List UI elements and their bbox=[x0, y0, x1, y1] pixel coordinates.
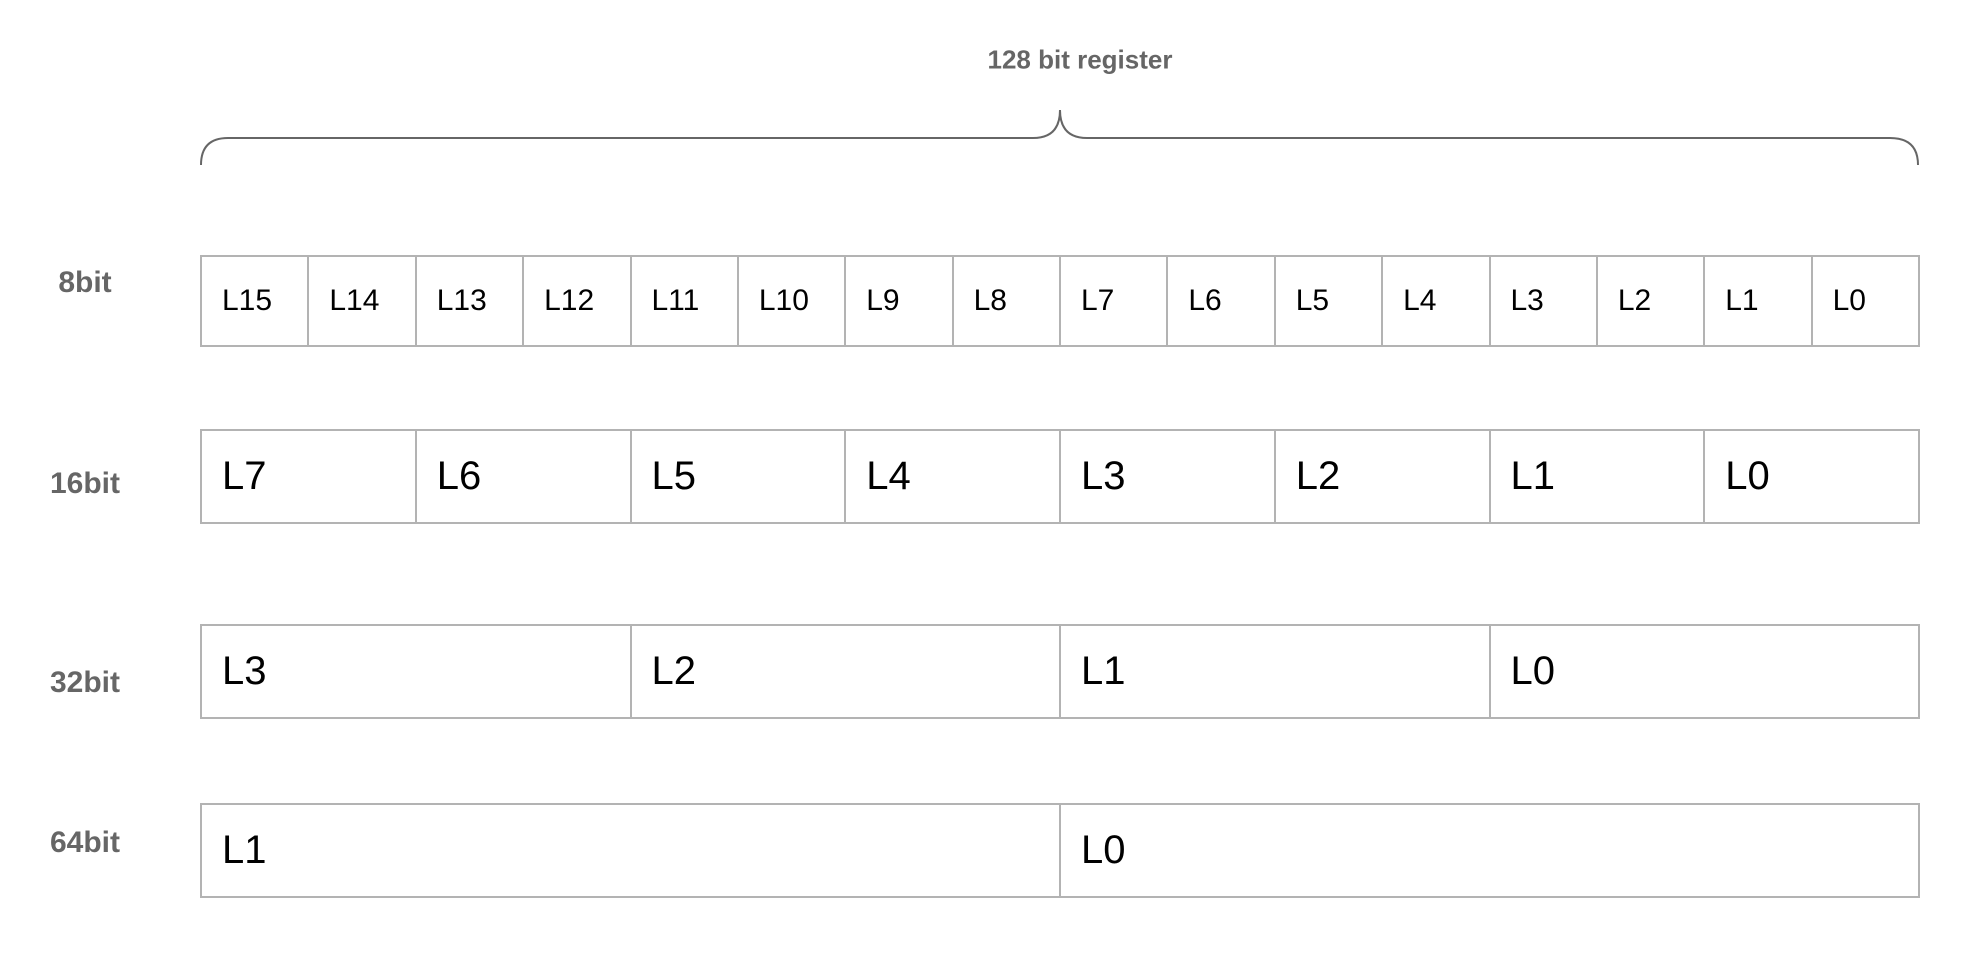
lane-cell: L6 bbox=[1166, 257, 1273, 345]
lane-cell: L9 bbox=[844, 257, 951, 345]
lane-cell: L1 bbox=[222, 828, 267, 872]
lane-cell: L2 bbox=[630, 626, 1060, 717]
lane-cell: L6 bbox=[415, 431, 630, 522]
register-brace bbox=[0, 0, 1984, 200]
lane-cell: L1 bbox=[1489, 431, 1704, 522]
lane-cell: L2 bbox=[1274, 431, 1489, 522]
lane-cell: L0 bbox=[1811, 257, 1918, 345]
lane-cell: L13 bbox=[415, 257, 522, 345]
lane-cell: L0 bbox=[1059, 805, 1918, 896]
lane-cell: L0 bbox=[1703, 431, 1918, 522]
lane-cell: L7 bbox=[1059, 257, 1166, 345]
lane-cell: L12 bbox=[522, 257, 629, 345]
lane-row-32bit bbox=[200, 624, 1920, 719]
row-label-32bit: 32bit bbox=[49, 666, 121, 699]
lane-cell: L2 bbox=[1596, 257, 1703, 345]
row-label-16bit: 16bit bbox=[49, 467, 121, 500]
lane-cell: L11 bbox=[630, 257, 737, 345]
lane-cell: L1 bbox=[1703, 257, 1810, 345]
lane-cell: L10 bbox=[737, 257, 844, 345]
lane-cell: L4 bbox=[1381, 257, 1488, 345]
lane-cell: L15 bbox=[222, 284, 273, 317]
lane-cell: L4 bbox=[844, 431, 1059, 522]
lane-cell: L0 bbox=[1489, 626, 1919, 717]
row-label-64bit: 64bit bbox=[49, 826, 121, 859]
lane-cell: L8 bbox=[952, 257, 1059, 345]
lane-cell: L1 bbox=[1059, 626, 1489, 717]
lane-row-8bit bbox=[200, 255, 1920, 347]
lane-cell: L5 bbox=[630, 431, 845, 522]
lane-cell: L14 bbox=[307, 257, 414, 345]
diagram-title: 128 bit register bbox=[987, 44, 1173, 75]
lane-cell: L3 bbox=[1489, 257, 1596, 345]
lane-cell: L3 bbox=[1059, 431, 1274, 522]
lane-row-16bit bbox=[200, 429, 1920, 524]
lane-cell: L7 bbox=[222, 454, 267, 498]
lane-cell: L3 bbox=[222, 649, 267, 693]
lane-cell: L5 bbox=[1274, 257, 1381, 345]
lane-row-64bit bbox=[200, 803, 1920, 898]
row-label-8bit: 8bit bbox=[58, 266, 112, 299]
